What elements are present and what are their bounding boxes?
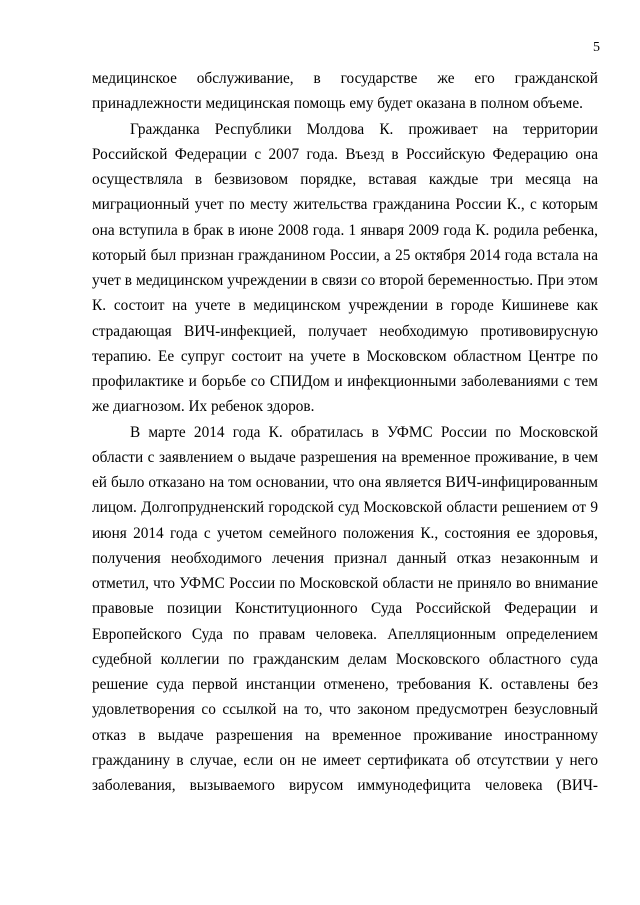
- text-line: судебной коллегии по гражданским делам Московского областного суда: [92, 650, 598, 668]
- text-line: миграционный учет по месту жительства гражданина России К., с которым: [92, 196, 598, 214]
- text-line: получения необходимого лечения признал данный отказ незаконным и: [92, 549, 598, 567]
- text-line: июня 2014 года с учетом семейного положения К., состояния ее здоровья,: [92, 524, 598, 542]
- text-line: терапию. Ее супруг состоит на учете в Московском областном Центре по: [92, 347, 598, 365]
- text-line: области с заявлением о выдаче разрешения на временное проживание, в чем: [92, 448, 598, 466]
- text-line: страдающая ВИЧ-инфекцией, получает необходимую противовирусную: [92, 322, 598, 340]
- text-line: удовлетворения со ссылкой на то, что законом предусмотрен безусловный: [92, 701, 598, 719]
- text-line: же диагнозом. Их ребенок здоров.: [92, 398, 315, 416]
- text-line: заболевания, вызываемого вирусом иммунодефицита человека (ВИЧ-: [92, 777, 598, 794]
- text-line: осуществляла в безвизовом порядке, вставая каждые три месяца на: [92, 171, 598, 188]
- text-line: она вступила в брак в июне 2008 года. 1 января 2009 года К. родила ребенка,: [92, 221, 598, 239]
- text-line: отказ в выдаче разрешения на временное проживание иностранному: [92, 726, 598, 744]
- text-line: который был признан гражданином России, а 25 октября 2014 года встала на: [92, 246, 598, 264]
- body-text: [92, 66, 598, 798]
- page-number: 5: [593, 40, 600, 55]
- text-line: лицом. Долгопрудненский городской суд Московской области решением от 9: [92, 499, 598, 517]
- text-line: учет в медицинском учреждении в связи со второй беременностью. При этом: [92, 272, 598, 289]
- text-line: принадлежности медицинская помощь ему будет оказана в полном объеме.: [92, 95, 583, 113]
- text-line: гражданину в случае, если он не имеет сертификата об отсутствии у него: [92, 751, 598, 769]
- text-line: отметил, что УФМС России по Московской области не приняло во внимание: [92, 575, 598, 592]
- text-line: профилактике и борьбе со СПИДом и инфекционными заболеваниями с тем: [92, 373, 598, 390]
- text-line: правовые позиции Конституционного Суда Российской Федерации и: [92, 600, 598, 618]
- text-line: решение суда первой инстанции отменено, требования К. оставлены без: [92, 676, 598, 693]
- text-line: ей было отказано на том основании, что она является ВИЧ-инфицированным: [92, 474, 598, 491]
- text-line: В марте 2014 года К. обратилась в УФМС России по Московской: [130, 423, 598, 441]
- text-line: Европейского Суда по правам человека. Апелляционным определением: [92, 625, 598, 643]
- text-line: Российской Федерации с 2007 года. Въезд в Российскую Федерацию она: [92, 145, 598, 163]
- text-line: К. состоит на учете в медицинском учреждении в городе Кишиневе как: [92, 297, 598, 315]
- text-line: медицинское обслуживание, в государстве же его гражданской: [92, 70, 598, 87]
- text-line: Гражданка Республики Молдова К. проживает на территории: [130, 120, 598, 138]
